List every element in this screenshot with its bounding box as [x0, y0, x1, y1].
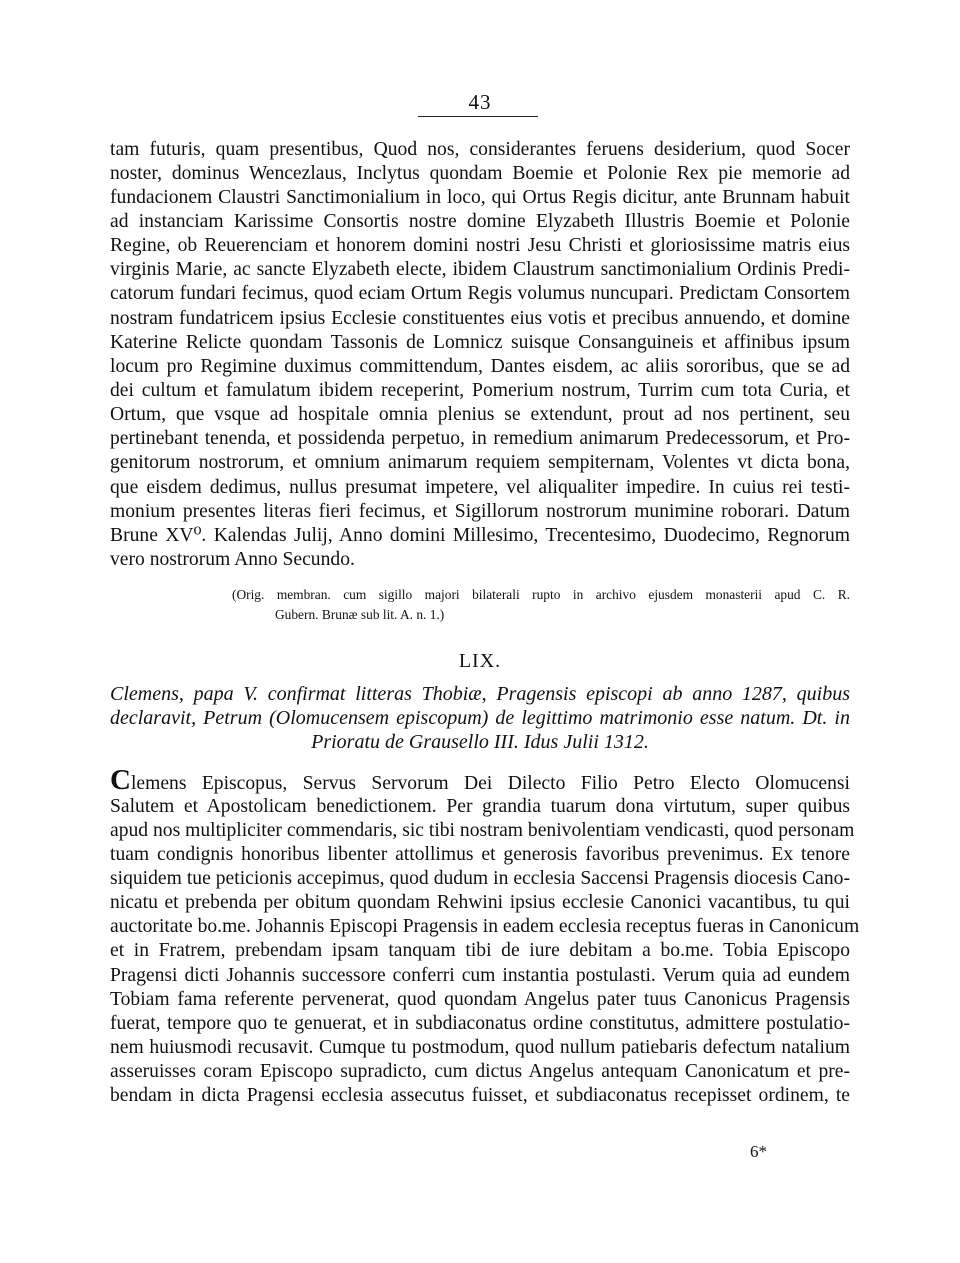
catchword: 6* [750, 1142, 767, 1161]
text-line: catorum fundari fecimus, quod eciam Ortum Regis volumus nuncupari. Predictam Consortem [110, 283, 850, 304]
text-line: Katerine Relicte quondam Tassonis de Lomnicz suisque Consanguineis et affinibus ipsum [110, 332, 850, 353]
text-line: asseruisses coram Episcopo supradicto, cum dictus Angelus antequam Canonicatum et pre- [110, 1061, 850, 1082]
first-line-text: lemens Episcopus, Servus Servorum Dei Dilecto Filio Petro Electo Olomucensi [130, 773, 850, 794]
text-line: bendam in dicta Pragensi ecclesia assecutus fuisset, et subdiaconatus recepisset ordinem, te [110, 1085, 850, 1106]
text-line: noster, dominus Wencezlaus, Inclytus quondam Boemie et Polonie Rex pie memorie ad [110, 163, 850, 184]
text-line [110, 764, 850, 796]
summary-line: declaravit, Petrum (Olomucensem episcopum) de legittimo matrimonio esse natum. Dt. in [110, 707, 850, 729]
drop-cap: C [110, 764, 131, 796]
text-line: Brune XV⁰. Kalendas Julij, Anno domini Millesimo, Trecentesimo, Duodecimo, Regnorum [110, 525, 850, 546]
source-note-line: Gubern. Brunæ sub lit. A. n. 1.) [275, 607, 445, 622]
text-line: genitorum nostrorum, et omnium animarum requiem sempiternam, Volentes vt dicta bona, [110, 452, 850, 473]
text-line: et in Fratrem, prebendam ipsam tanquam tibi de iure debitam a bo.me. Tobia Episcopo [110, 940, 850, 961]
text-line: monium presentes literas fieri fecimus, et Sigillorum nostrorum munimine roborari. Datum [110, 501, 850, 522]
text-line: locum pro Regimine duximus committendum, Dantes eisdem, ac aliis sororibus, que se ad [110, 356, 850, 377]
text-line: nicatu et prebenda per obitum quondam Rehwini ipsius ecclesie Canonici vacantibus, tu qui [110, 892, 850, 913]
text-line: pertinebant tenenda, et possidenda perpetuo, in remedium animarum Predecessorum, et Pro- [110, 428, 850, 449]
header-rule [418, 116, 538, 117]
text-line: Salutem et Apostolicam benedictionem. Per grandia tuarum dona virtutum, super quibus [110, 796, 850, 817]
text-line: dei cultum et famulatum ibidem receperint, Pomerium nostrum, Turrim cum tota Curia, et [110, 380, 850, 401]
text-line: Regine, ob Reuerenciam et honorem domini nostri Jesu Christi et gloriosissime matris eius [110, 235, 850, 256]
text-line: nem huiusmodi recusavit. Cumque tu postmodum, quod nullum patiebaris defectum natalium [110, 1037, 850, 1058]
summary-line: Prioratu de Grausello III. Idus Julii 1312. [311, 731, 649, 753]
text-line: Ortum, que vsque ad hospitale omnia plenius se extendunt, prout ad nos pertinent, seu [110, 404, 850, 425]
text-line: tam futuris, quam presentibus, Quod nos, considerantes feruens desiderium, quod Socer [110, 139, 850, 160]
text-line: fundacionem Claustri Sanctimonialium in loco, qui Ortus Regis dicitur, ante Brunnam habuit [110, 187, 850, 208]
text-line: vero nostrorum Anno Secundo. [110, 549, 355, 570]
text-line: siquidem tue peticionis accepimus, quod dudum in ecclesia Saccensi Pragensis diocesis Cano- [110, 868, 850, 889]
text-line: ad instanciam Karissime Consortis nostre domine Elyzabeth Illustris Boemie et Polonie [110, 211, 850, 232]
summary-line: Clemens, papa V. confirmat litteras Thobiæ, Pragensis episcopi ab anno 1287, quibus [110, 683, 850, 705]
text-line: apud nos multipliciter commendaris, sic tibi nostram benivolentiam vendicasti, quod personam [110, 820, 855, 841]
source-note-line: (Orig. membran. cum sigillo majori bilaterali rupto in archivo ejusdem monasterii apud C. R. [232, 587, 850, 602]
text-line: que eisdem dedimus, nullus presumat impetere, vel aliqualiter impedire. In cuius rei testi- [110, 477, 850, 498]
text-line: auctoritate bo.me. Johannis Episcopi Pragensis in eadem ecclesia receptus fueras in Canonicum [110, 916, 860, 937]
text-line: fuerat, tempore quo te genuerat, et in subdiaconatus ordine constitutus, admittere postulatio- [110, 1013, 850, 1034]
text-line: Pragensi dicti Johannis successore conferri cum instantia postulasti. Verum quia ad eundem [110, 965, 850, 986]
text-line: nostram fundatricem ipsius Ecclesie constituentes eius votis et precibus annuendo, et domine [110, 308, 850, 329]
text-line: virginis Marie, ac sancte Elyzabeth electe, ibidem Claustrum sanctimonialium Ordinis Predi- [110, 259, 850, 280]
text-line: tuam condignis honoribus libenter attollimus et generosis favoribus prevenimus. Ex tenore [110, 844, 850, 865]
text-line: Tobiam fama referente pervenerat, quod quondam Angelus pater tuus Canonicus Pragensis [110, 989, 850, 1010]
page-number: 43 [468, 90, 492, 114]
document-number: LIX. [458, 650, 502, 672]
